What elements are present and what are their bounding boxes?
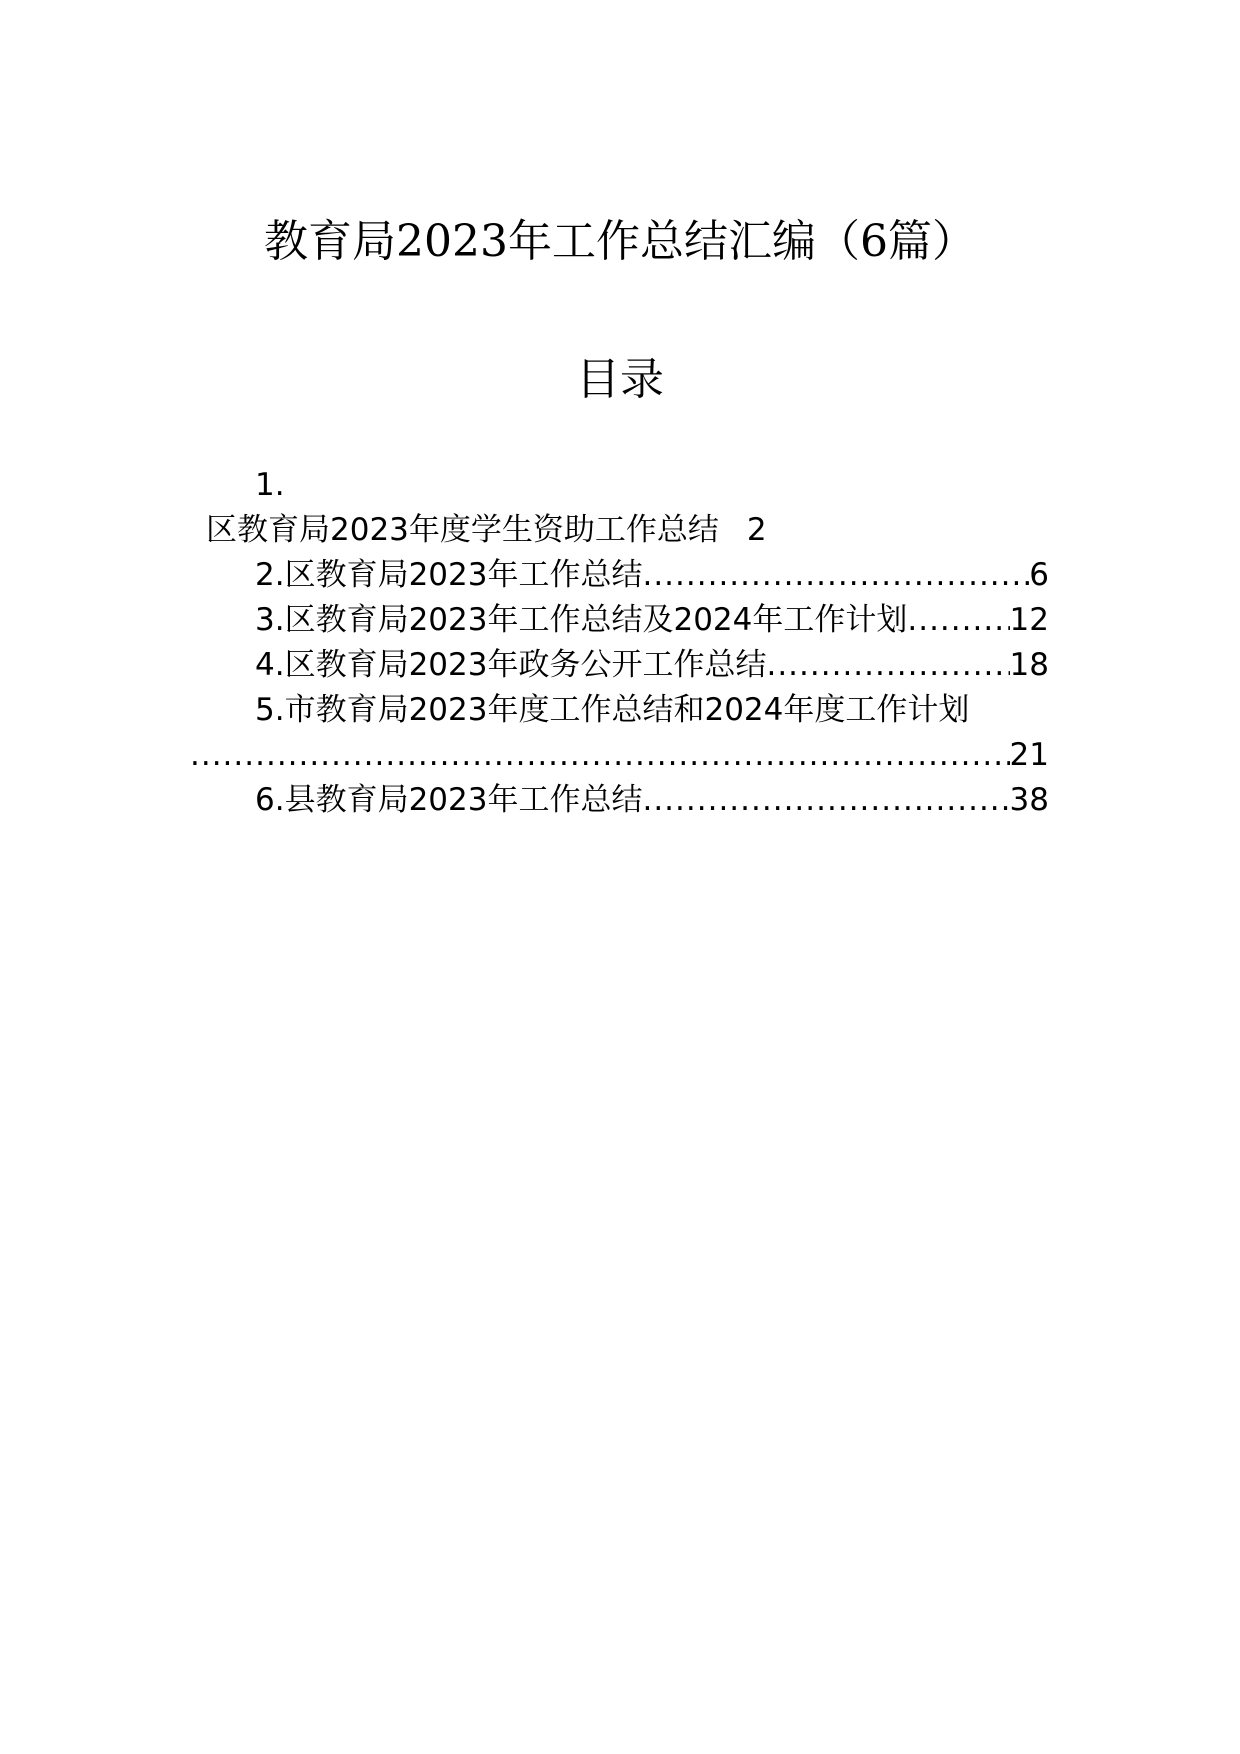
toc-item-6-leader	[642, 778, 1009, 822]
toc-item-2[interactable]	[255, 553, 1049, 597]
toc-item-5-page: 21	[1009, 737, 1049, 773]
toc-item-5-leader	[190, 733, 1010, 777]
toc-item-6-text: 6.县教育局2023年工作总结	[255, 782, 643, 818]
toc-item-3-text: 3.区教育局2023年工作总结及2024年工作计划	[255, 602, 908, 638]
title-year: 2023	[396, 216, 508, 267]
toc-item-1-page: 2	[746, 512, 767, 548]
toc-item-4[interactable]	[255, 643, 1049, 687]
title-count: 6	[859, 216, 888, 267]
toc-item-5-text[interactable]: 5.市教育局2023年度工作总结和2024年度工作计划	[255, 692, 970, 728]
title-prefix: 教育局	[264, 216, 396, 267]
toc-item-1[interactable]	[206, 508, 767, 552]
toc-item-6-page: 38	[1009, 782, 1049, 818]
title-suffix: 篇）	[887, 216, 976, 267]
toc-item-4-text: 4.区教育局2023年政务公开工作总结	[255, 647, 767, 683]
toc-item-1-text: 区教育局2023年度学生资助工作总结	[206, 512, 719, 548]
toc-item-3-leader	[907, 598, 1009, 642]
toc-heading: 目录	[576, 354, 664, 405]
toc-item-3[interactable]	[255, 598, 1049, 642]
toc-item-1-number[interactable]: 1.	[255, 467, 285, 503]
title-mid: 年工作总结汇编（	[507, 216, 860, 267]
toc-item-4-leader	[766, 643, 1009, 687]
toc-item-3-page: 12	[1009, 602, 1049, 638]
toc-item-2-page: 6	[1029, 557, 1049, 593]
document-title	[0, 212, 1240, 272]
toc-item-5-leader-line[interactable]	[190, 733, 1049, 777]
toc-item-4-page: 18	[1009, 647, 1049, 683]
toc-item-6[interactable]	[255, 778, 1049, 822]
toc-item-2-text: 2.区教育局2023年工作总结	[255, 557, 643, 593]
toc-item-2-leader	[642, 553, 1029, 597]
